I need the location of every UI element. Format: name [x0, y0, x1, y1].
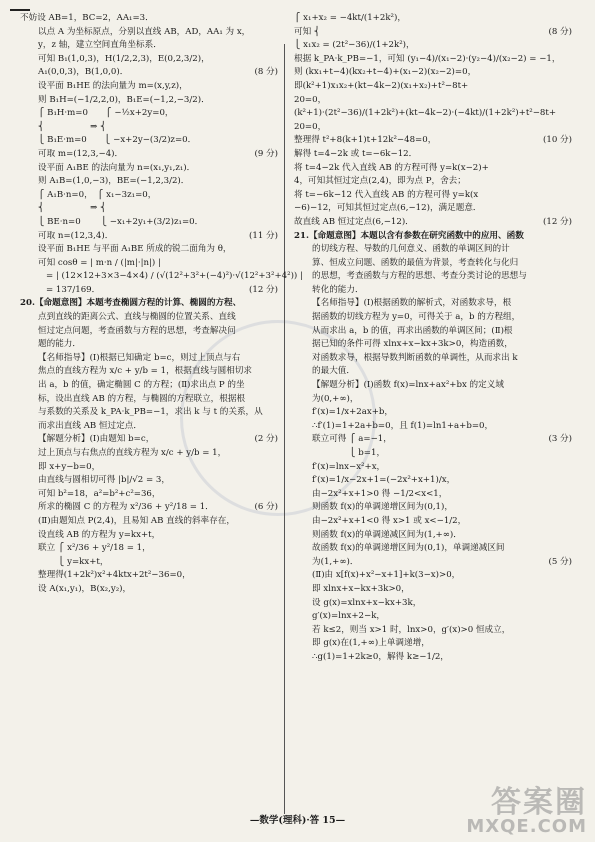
left-line: [20, 352, 278, 366]
line-text: 设平面 B₁HE 的法向量为 m=(x,y,z)，: [38, 80, 188, 91]
left-line: [20, 189, 278, 203]
line-text: 联立 ⎧ x²/36 + y²/18 = 1，: [38, 543, 151, 554]
line-text: 【名师指导】(Ⅰ)根据函数的解析式，对函数求导，根: [312, 298, 512, 309]
line-text: 为(1,+∞)．: [312, 556, 359, 567]
right-line: [294, 461, 572, 475]
line-text: g′(x)=lnx+2−k，: [312, 611, 386, 622]
line-text: 由−2x²+x+1>0 得 −1/2<x<1，: [312, 488, 448, 499]
right-line: [294, 202, 572, 216]
right-line: [294, 420, 572, 434]
left-line: [20, 66, 278, 80]
line-text: 所求的椭圆 C 的方程为 x²/36 + y²/18 = 1．: [38, 502, 214, 513]
line-text: 21.【命题意图】本题以含有参数在研究函数中的应用、函数: [294, 230, 524, 241]
line-text: f′(x)=lnx−x²+x，: [312, 461, 386, 472]
line-text: ⎩ B₁E·m=0 ⎩ −x+2y−(3/2)z=0．: [38, 135, 197, 146]
page-footer: —数学(理科)·答 15—: [249, 815, 346, 826]
line-text: 即(k²+1)x₁x₂+(kt−4k−2)(x₁+x₂)+t²−8t+: [294, 80, 469, 91]
line-text: 的最大值．: [312, 366, 355, 377]
line-text: 联立可得 ⎧ a=−1，: [312, 434, 392, 445]
right-line: [294, 406, 572, 420]
line-text: A₁(0,0,3)，B(1,0,0)．: [38, 67, 129, 78]
right-line: [294, 216, 572, 230]
score-marker: (2 分): [254, 434, 278, 445]
line-text: 设平面 B₁HE 与平面 A₁BE 所成的锐二面角为 θ，: [38, 244, 232, 255]
line-text: 则函数 f(x)的单调递减区间为(1,+∞)．: [312, 529, 462, 540]
line-text: 可知 B₁(1,0,3)，H(1/2,2,3)，E(0,2,3/2)，: [38, 53, 210, 64]
line-text: 据函数的切线方程为 y=0，可得关于 a，b 的方程组，: [312, 312, 521, 323]
line-text: 即 xlnx+x−kx+3k>0，: [312, 583, 410, 594]
line-text: = | (12×12+3×3−4×4) / (√(12²+3²+(−4)²)·√(12²+3²+4²)) |: [46, 271, 303, 282]
line-text: 可取 m=(12,3,−4)．: [38, 148, 124, 159]
score-marker: (12 分): [543, 216, 572, 227]
right-line: [294, 597, 572, 611]
score-marker: (10 分): [543, 135, 572, 146]
right-line: [294, 325, 572, 339]
right-column: [294, 12, 572, 665]
right-line: [294, 311, 572, 325]
line-text: 则 A₁B=(1,0,−3)，BE=(−1,2,3/2)．: [38, 176, 190, 187]
line-text: ⎧ B₁H·m=0 ⎧ −½x+2y=0，: [38, 108, 174, 119]
right-line: [294, 501, 572, 515]
left-line: [20, 230, 278, 244]
line-text: 则 B₁H=(−1/2,2,0)，B₁E=(−1,2,−3/2)．: [38, 94, 210, 105]
left-line: [20, 420, 278, 434]
line-text: 题的能力．: [38, 339, 81, 350]
line-text: f′(x)=1/x−2x+1=(−2x²+x+1)/x，: [312, 475, 456, 486]
right-line: [294, 433, 572, 447]
right-line: [294, 637, 572, 651]
left-line: [20, 406, 278, 420]
line-text: 可知 ⎨: [294, 26, 321, 37]
left-line: [20, 107, 278, 121]
line-text: 焦点的直线方程为 x/c + y/b = 1，根据直线与圆相切求: [38, 366, 253, 377]
left-line: [20, 488, 278, 502]
line-text: 标，设出直线 AB 的方程，与椭圆的方程联立，根据根: [38, 393, 246, 404]
right-line: [294, 148, 572, 162]
right-line: [294, 569, 572, 583]
right-line: [294, 352, 572, 366]
right-line: [294, 447, 572, 461]
left-line: [20, 175, 278, 189]
line-text: 将 t=−6k−12 代入直线 AB 的方程可得 y=k(x: [294, 189, 479, 200]
right-line: [294, 53, 572, 67]
left-line: [20, 529, 278, 543]
right-line: [294, 610, 572, 624]
line-text: −6)−12，可知其恒过定点(6,−12)，满足题意．: [294, 203, 482, 214]
left-line: [20, 80, 278, 94]
score-marker: (3 分): [548, 434, 572, 445]
line-text: 不妨设 AB=1，BC=2，AA₁=3．: [20, 13, 154, 23]
right-line: [294, 365, 572, 379]
watermark-url: MXQE.COM: [466, 816, 587, 837]
line-text: (Ⅱ)由题知点 P(2,4)，且易知 AB 直线的斜率存在，: [38, 515, 235, 526]
line-text: 与系数的关系及 k_PA·k_PB=−1，求出 k 与 t 的关系，从: [38, 407, 263, 418]
line-text: 整理得(1+2k²)x²+4ktx+2t²−36=0，: [38, 570, 191, 581]
watermark-logo: [466, 785, 587, 837]
right-line: [294, 39, 572, 53]
line-text: 根据 k_PA·k_PB=−1，可知 (y₁−4)/(x₁−2)·(y₂−4)/(x₂−2) = −1，: [294, 53, 561, 64]
line-text: 故函数 f(x)的单调递增区间为(0,1)，单调递减区间: [312, 543, 505, 554]
left-line: [20, 556, 278, 570]
right-line: [294, 66, 572, 80]
line-text: 则 (kx₁+t−4)(kx₂+t−4)+(x₁−2)(x₂−2)=0，: [294, 67, 477, 78]
line-text: 【解题分析】(Ⅰ)函数 f(x)=lnx+ax²+bx 的定义域: [312, 380, 504, 391]
left-line: [20, 542, 278, 556]
left-line: [20, 257, 278, 271]
right-line: [294, 230, 572, 244]
line-text: 过上顶点与右焦点的直线方程为 x/c + y/b = 1，: [38, 448, 227, 458]
line-text: 设平面 A₁BE 的法向量为 n=(x₁,y₁,z₁)．: [38, 162, 196, 173]
line-text: = 137/169．: [46, 284, 101, 295]
line-text: 将 t=4−2k 代入直线 AB 的方程可得 y=k(x−2)+: [294, 162, 489, 173]
score-marker: (5 分): [548, 556, 572, 567]
line-text: 故直线 AB 恒过定点(6,−12)．: [294, 216, 414, 227]
right-line: [294, 515, 572, 529]
line-text: 20=0，: [294, 94, 327, 105]
left-line: [20, 515, 278, 529]
right-line: [294, 80, 572, 94]
score-marker: (8 分): [548, 26, 572, 37]
left-line: [20, 474, 278, 488]
left-line: [20, 39, 278, 53]
watermark-text: 答案圈: [491, 785, 587, 820]
right-line: [294, 121, 572, 135]
right-line: [294, 189, 572, 203]
line-text: 4，可知其恒过定点(2,4)，即为点 P，舍去；: [294, 176, 466, 187]
left-line: [20, 202, 278, 216]
line-text: ∴f′(1)=1+2a+b=0，且 f(1)=ln1+a+b=0，: [312, 420, 494, 431]
right-line: [294, 583, 572, 597]
right-line: [294, 297, 572, 311]
line-text: 设 g(x)=xlnx+x−kx+3k，: [312, 597, 422, 608]
left-column: [20, 12, 303, 597]
right-line: [294, 474, 572, 488]
left-line: [20, 501, 278, 515]
right-line: [294, 134, 572, 148]
line-text: ⎩ BE·n=0 ⎩ −x₁+2y₁+(3/2)z₁=0．: [38, 216, 204, 227]
score-marker: (11 分): [249, 230, 278, 241]
line-text: ⎩ x₁x₂ = (2t²−36)/(1+2k²)，: [294, 40, 415, 51]
score-marker: (8 分): [254, 67, 278, 78]
right-line: [294, 393, 572, 407]
line-text: 【名师指导】(Ⅰ)根据已知确定 b=c，则过上顶点与右: [38, 352, 241, 363]
line-text: 的思想，考查函数与方程的思想、考查分类讨论的思想与: [312, 271, 527, 282]
line-text: 由−2x²+x+1<0 得 x>1 或 x<−1/2，: [312, 515, 467, 526]
line-text: 整理得 t²+8(k+1)t+12k²−48=0，: [294, 135, 437, 146]
line-text: 而求出直线 AB 恒过定点．: [38, 420, 142, 431]
line-text: 算、恒成立问题、函数的最值为背景，考查转化与化归: [312, 257, 519, 268]
score-marker: (12 分): [249, 284, 278, 295]
left-line: [20, 270, 303, 284]
line-text: 对函数求导，根据导数判断函数的单调性，从而求出 k: [312, 352, 518, 363]
line-text: 20.【命题意图】本题考查椭圆方程的计算、椭圆的方程、: [20, 298, 242, 309]
right-line: [294, 624, 572, 638]
right-line: [294, 338, 572, 352]
left-line: [20, 216, 278, 230]
line-text: ⎧ x₁+x₂ = −4kt/(1+2k²)，: [294, 13, 406, 23]
left-line: [20, 338, 278, 352]
left-line: [20, 325, 278, 339]
right-line: [294, 270, 572, 284]
column-separator: [284, 44, 285, 814]
left-line: [20, 447, 278, 461]
line-text: f′(x)=1/x+2ax+b，: [312, 407, 394, 418]
line-text: ⎨ ⇒ ⎨: [38, 121, 107, 132]
line-text: ⎨ ⇒ ⎨: [38, 203, 107, 214]
line-text: 由直线与圆相切可得 |b|/√2 = 3，: [38, 475, 170, 486]
left-line: [20, 433, 278, 447]
right-line: [294, 542, 572, 556]
right-line: [294, 284, 572, 298]
line-text: ⎧ A₁B·n=0， ⎧ x₁−3z₁=0，: [38, 189, 157, 200]
left-line: [20, 162, 278, 176]
line-text: 解得 t=4−2k 或 t=−6k−12．: [294, 148, 418, 159]
left-line: [20, 311, 278, 325]
line-text: ⎩ y=kx+t，: [38, 556, 109, 567]
right-line: [294, 488, 572, 502]
left-line: [20, 297, 278, 311]
left-line: [20, 26, 278, 40]
line-text: 以点 A 为坐标原点，分别以直线 AB，AD，AA₁ 为 x，: [38, 26, 251, 37]
line-text: 可知 b²=18，a²=b²+c²=36，: [38, 488, 161, 499]
right-line: [294, 175, 572, 189]
line-text: y，z 轴，建立空间直角坐标系．: [38, 40, 162, 51]
left-line: [20, 393, 278, 407]
left-line: [20, 121, 278, 135]
line-text: 出 a，b 的值，确定椭圆 C 的方程；(Ⅱ)求出点 P 的坐: [38, 380, 245, 391]
line-text: ∴g(1)=1+2k≥0，解得 k≥−1/2，: [312, 651, 449, 662]
right-line: [294, 257, 572, 271]
score-marker: (6 分): [254, 502, 278, 513]
right-line: [294, 379, 572, 393]
right-line: [294, 651, 572, 665]
line-text: 即 x+y−b=0，: [38, 461, 101, 472]
right-line: [294, 243, 572, 257]
line-text: 设直线 AB 的方程为 y=kx+t，: [38, 529, 161, 540]
line-text: 可知 cosθ = | m·n / (|m|·|n|) |: [38, 257, 161, 268]
left-line: [20, 53, 278, 67]
line-text: 的切线方程、导数的几何意义、函数的单调区间的计: [312, 244, 510, 255]
left-line: [20, 284, 278, 298]
line-text: 转化的能力．: [312, 284, 364, 295]
line-text: (k²+1)·(2t²−36)/(1+2k²)+(kt−4k−2)·(−4kt)/(1+2k²)+t²−8t+: [294, 108, 557, 119]
left-line: [20, 569, 278, 583]
left-line: [20, 365, 278, 379]
left-line: [20, 134, 278, 148]
corner-mark: [10, 9, 30, 11]
left-line: [20, 583, 278, 597]
right-line: [294, 107, 572, 121]
line-text: 为(0,+∞)，: [312, 393, 359, 404]
left-line: [20, 12, 278, 26]
score-marker: (9 分): [254, 148, 278, 159]
line-text: ⎩ b=1，: [312, 448, 386, 458]
line-text: 从而求出 a，b 的值，再求出函数的单调区间；(Ⅱ)根: [312, 325, 513, 336]
left-line: [20, 461, 278, 475]
left-line: [20, 148, 278, 162]
line-text: 【解题分析】(Ⅰ)由题知 b=c，: [38, 434, 155, 445]
right-line: [294, 12, 572, 26]
left-line: [20, 243, 278, 257]
line-text: 恒过定点问题，考查函数与方程的思想，考查解决问: [38, 325, 236, 336]
line-text: 据已知的条件可得 xlnx+x−kx+3k>0，构造函数，: [312, 339, 513, 350]
line-text: 20=0，: [294, 121, 327, 132]
line-text: 可取 n=(12,3,4)．: [38, 230, 114, 241]
left-line: [20, 94, 278, 108]
line-text: (Ⅱ)由 x[f(x)+x²−x+1]+k(3−x)>0，: [312, 570, 461, 581]
line-text: 设 A(x₁,y₁)，B(x₂,y₂)，: [38, 583, 132, 594]
line-text: 即 g(x)在(1,+∞)上单调递增，: [312, 638, 430, 649]
right-line: [294, 26, 572, 40]
line-text: 则函数 f(x)的单调递增区间为(0,1)，: [312, 502, 453, 513]
left-line: [20, 379, 278, 393]
line-text: 点到直线的距离公式、直线与椭圆的位置关系、直线: [38, 312, 236, 323]
line-text: 若 k≤2，则当 x>1 时，lnx>0，g′(x)>0 恒成立，: [312, 624, 511, 635]
right-line: [294, 94, 572, 108]
right-line: [294, 529, 572, 543]
right-line: [294, 556, 572, 570]
right-line: [294, 162, 572, 176]
